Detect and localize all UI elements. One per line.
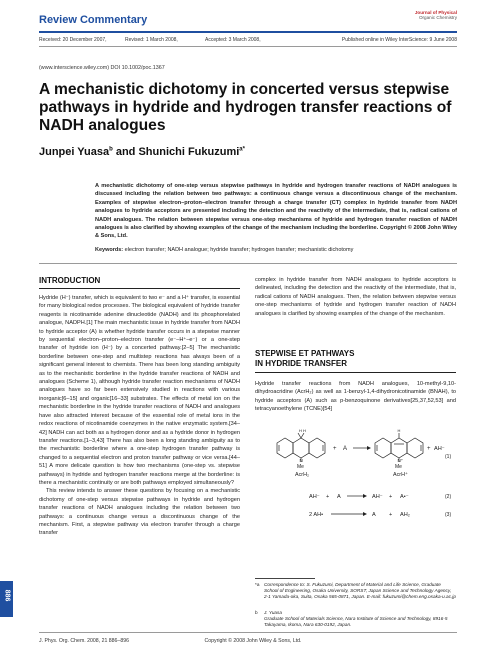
- arrow-head: [363, 512, 367, 516]
- affiliation-mark: a*: [239, 146, 245, 153]
- eq2-reactant: AH⁻: [309, 494, 320, 500]
- author-name[interactable]: Shunichi Fukuzumi: [138, 146, 240, 158]
- abstract: A mechanistic dichotomy of one-step versus stepwise pathways in hydride and hydrogen transfer reactions of NADH analogues is discussed including the relation between two pathways: a continuous change versus a discontinuous change of the mechanism. Examples of stepwise electron–proton–electron transfer through a charge transfer (CT) complex in hydride transfer from NADH analogues to hydride acceptors are presented including the detection and the reactivity of the intermediate, that is, radical cations of NADH analogues. The relation between stepwise versus one-step mechanisms of hydride and hydrogen transfer reaction of NADH analogues is also clarified by showing examples of the change of the mechanism including the borderline. Copyright © 2008 John Wiley & Sons, Ltd.: [95, 183, 457, 240]
- acrh-plus-label: AcrH⁺: [393, 472, 408, 478]
- footnote-mark: b: [255, 610, 258, 615]
- ah-minus-label: AH⁻: [434, 446, 445, 452]
- footnote-text: Correspondence to: S. Fukuzumi, Department of Material and Life Science, Graduate School of Engineering, Osaka University, SORST, Japan Science and Technology Agency, 2-1 Yamada-oka, Suita, Osaka 565-0871, Japan. E-mail: fukuzumi@chem.eng.osaka-u.ac.jp: [264, 582, 456, 600]
- body-paragraph: Hydride transfer reactions from NADH analogues, 10-methyl-9,10-dihydroacridine (AcrH₂) as well as 1-benzyl-1,4-dihydronicotinamide (BNAH), to hydride acceptors (A) such as p-benzoquinone derivatives[25,37,52,53] and tetracyanoethylene (TCNE)[54]: [255, 381, 456, 413]
- plus-sign: +: [326, 494, 330, 500]
- eq3-reactant: 2 AH•: [309, 512, 324, 518]
- keywords: [95, 247, 457, 253]
- journal-logo-line2: Organic Chemistry: [418, 15, 457, 21]
- section-rule: [39, 288, 240, 289]
- article-title: A mechanistic dichotomy in concerted versus stepwise pathways in hydride and hydrogen transfer reactions of NADH analogues: [39, 81, 452, 134]
- plus-sign: +: [389, 494, 393, 500]
- affiliation-mark: b: [109, 146, 113, 153]
- footnote-author: J. Yuasa: [264, 610, 282, 615]
- author-list: [39, 146, 245, 158]
- section-heading-introduction: INTRODUCTION: [39, 276, 101, 285]
- plus-sign: +: [389, 512, 393, 518]
- h-atom-label: H: [397, 428, 401, 433]
- column-right-body: [255, 380, 456, 414]
- h-atom-label: H H: [299, 428, 306, 433]
- section-label: Review Commentary: [39, 14, 148, 26]
- received-date: Received: 20 December 2007,: [39, 37, 107, 43]
- footer-spacer: [357, 638, 457, 644]
- page-footer: [39, 638, 457, 644]
- body-paragraph: complex in hydride transfer from NADH analogues to hydride acceptors is delineated, including the detection and the reactivity of the intermediate, that is, radical cations of NADH analogues. Then, the relation between stepwise versus one-step mechanisms of hydride and hydrogen transfer reaction of NADH analogues is clarified by showing examples of the change of the mechanism.: [255, 277, 456, 317]
- page-number: 886: [3, 589, 11, 602]
- article-dates: [39, 37, 457, 43]
- footnote-affiliation-text: Graduate School of Materials Science, Nara Institute of Science and Technology, 8916-5 Takayama, Ikoma, Nara 630-0192, Japan.: [264, 616, 448, 628]
- footnote-text: [264, 610, 456, 629]
- header-rule: [39, 31, 457, 33]
- keywords-text: electron transfer; NADH analogue; hydride transfer; hydrogen transfer; mechanistic dichotomy: [123, 247, 354, 253]
- eq3-product: A: [372, 512, 376, 518]
- author-conjunction: and: [112, 146, 139, 158]
- footer-copyright: Copyright © 2008 John Wiley & Sons, Ltd.: [204, 638, 302, 644]
- plus-sign: +: [427, 446, 431, 452]
- doi-link[interactable]: (www.interscience.wiley.com) DOI 10.1002/poc.1367: [39, 65, 165, 71]
- footer-rule: [39, 632, 457, 633]
- me-label-right: Me: [395, 464, 402, 470]
- equation-number: (2): [445, 494, 452, 500]
- accepted-date: Accepted: 3 March 2008,: [205, 37, 261, 43]
- author-name[interactable]: Junpei Yuasa: [39, 146, 110, 158]
- footnote-affiliation: [255, 610, 456, 630]
- arrow-head: [367, 446, 371, 450]
- column-left: [39, 294, 240, 538]
- me-label-left: Me: [297, 464, 304, 470]
- footnote-rule: [255, 578, 315, 579]
- eq2-acceptor: A: [337, 494, 341, 500]
- journal-logo-line1: Journal of Physical: [414, 10, 457, 15]
- section-heading-stepwise: [255, 349, 354, 369]
- section-rule: [255, 372, 456, 373]
- eq2-product: A•⁻: [400, 494, 409, 500]
- n-atom-label: N: [299, 458, 303, 463]
- acrh2-label: AcrH₂: [295, 472, 310, 478]
- eq3-product: AH₂: [400, 512, 410, 518]
- revised-date: Revised: 1 March 2008,: [125, 37, 178, 43]
- acceptor-label: A: [343, 446, 348, 452]
- body-paragraph: Hydride (H⁻) transfer, which is equivalent to two e⁻ and a H⁺ transfer, is essential for many biological redox processes. The biological equivalent of hydride transfer reagents is nicotinamide adenine dinucleotide (NADH) and its phosphorelated analogue, NADPH.[1] The main mechanistic issue in hydride transfer from NADH to hydride acceptor (A) is whether hydride transfer occurs in a stepwise manner by sequential electron–proton–electron transfer (e⁻–H⁺–e⁻) or a one-step transfer of hydride ion (H⁻) by a concerted pathway.[2–5] The mechanistic borderline between one-step and multistep reactions has always been of a significant general interest to chemists. There has been long standing ambiguity as to the mechanistic borderline in the hydride transfer reactions of NADH and analogues (Scheme 1), although hydride transfer reaction mechanisms of NADH analogues have so far been extensively studied in reactions with various inorganic[6–15] and organic[16–33] substrates. The effects of metal ion on the mechanistic borderline in the hydride transfer reactions of NADH and analogues have also attracted interest because of the essential role of metal ions in the redox reactions of nicotinamide coenzymes in the native enzymatic system.[34–42] NADH can act both as a hydrogen donor and as a hydride donor in hydrogen transfer reactions.[1–3,43] There has also been a long standing ambiguity as to the mechanistic borderline where a one-step hydrogen transfer pathway is changed to a sequential electron and proton transfer pathway or vice versa.[44–51] A more delicate question is how two mechanisms (one-step vs. stepwise pathways) in hydride and hydrogen transfer reactions merge at the borderline: is there a mechanistic continuity or are both pathways employed simultaneously?: [39, 295, 240, 486]
- dates-rule: [39, 46, 457, 47]
- keywords-rule: [39, 263, 457, 264]
- heading-line: STEPWISE ET PATHWAYS: [255, 349, 355, 358]
- reaction-scheme: [255, 425, 456, 551]
- equation-number: (1): [445, 454, 452, 460]
- column-right-top: [255, 276, 456, 318]
- n-atom-label: N⁺: [397, 458, 404, 463]
- journal-logo: [415, 10, 457, 21]
- equation-number: (3): [445, 512, 452, 518]
- footer-citation: J. Phys. Org. Chem. 2008, 21 886–896: [39, 638, 129, 644]
- eq2-product: AH⁻: [372, 494, 383, 500]
- footnote-mark: *a: [255, 582, 260, 587]
- arrow-head: [363, 494, 367, 498]
- plus-sign: +: [333, 446, 337, 452]
- published-date: Published online in Wiley InterScience: 9 June 2008: [341, 37, 457, 43]
- footnote-correspondence: [255, 582, 456, 608]
- heading-line: IN HYDRIDE TRANSFER: [255, 359, 348, 368]
- keywords-label: Keywords:: [95, 247, 124, 253]
- body-paragraph: This review intends to answer these questions by focusing on a mechanistic dichotomy of one-step versus stepwise pathways in hydride and hydrogen transfer reactions of NADH analogues including the relation between two pathways: a continuous change versus a discontinuous change of the mechanism. First, a stepwise pathway via electron transfer through a charge transfer: [39, 488, 240, 537]
